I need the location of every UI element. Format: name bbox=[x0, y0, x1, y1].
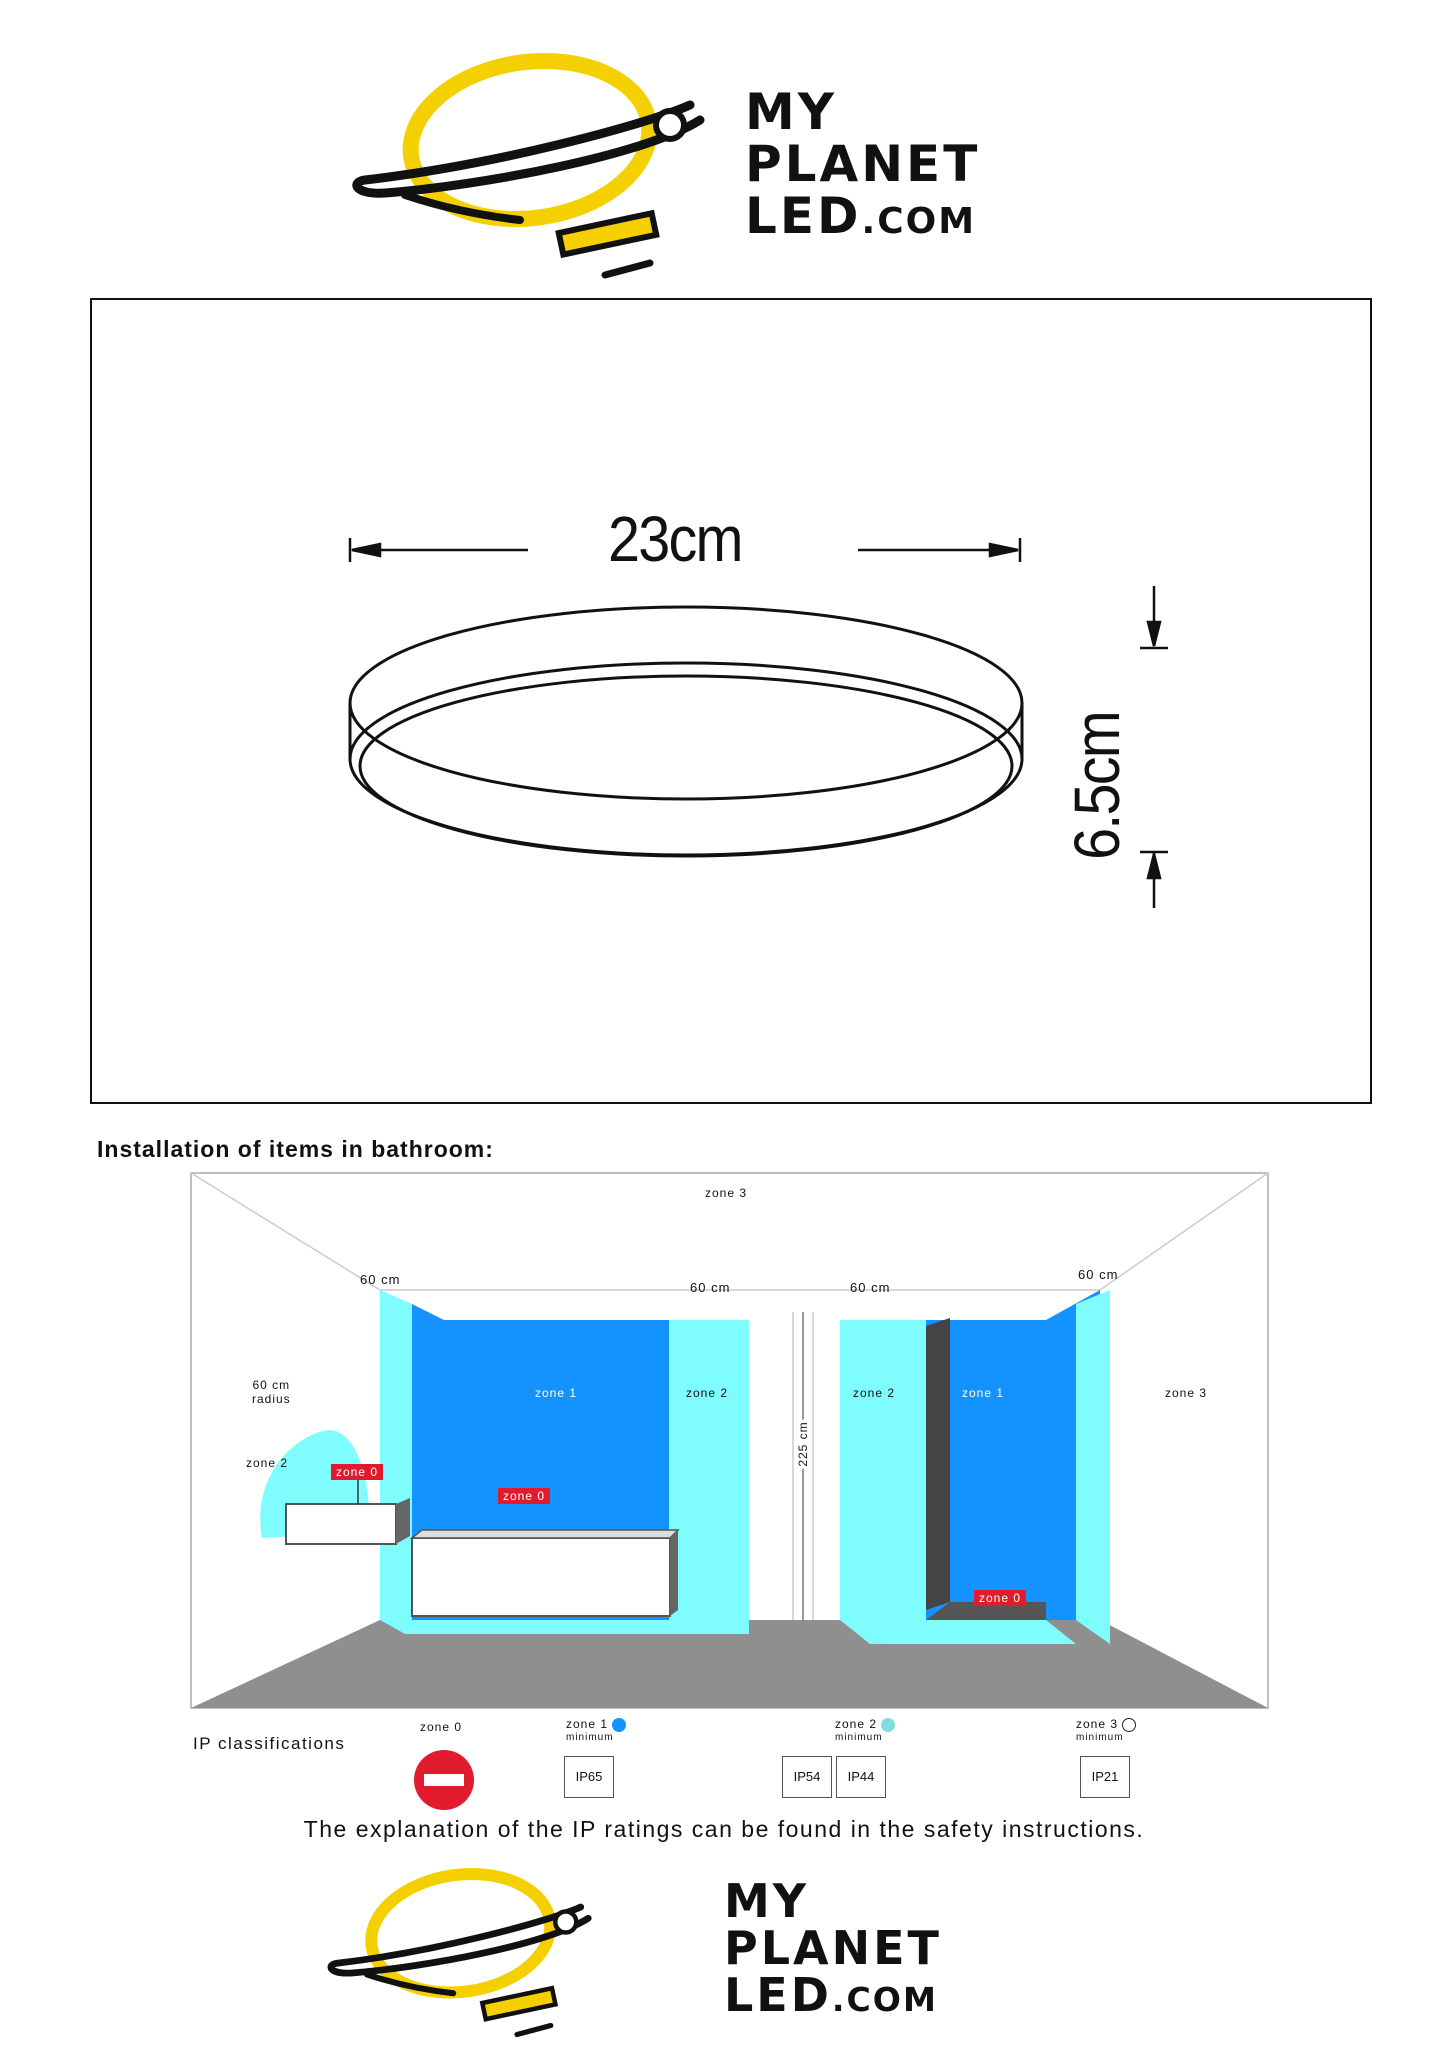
cm60-label-c: 60 cm bbox=[850, 1280, 891, 1295]
radius-label-line1: 60 cm bbox=[252, 1378, 291, 1392]
ip54-box: IP54 bbox=[782, 1756, 832, 1798]
ip44-box: IP44 bbox=[836, 1756, 886, 1798]
cm60-label-a: 60 cm bbox=[360, 1272, 401, 1287]
brand-wordmark bbox=[745, 83, 981, 245]
bathroom-zones-diagram bbox=[190, 1172, 1270, 1812]
ip65-box: IP65 bbox=[564, 1756, 614, 1798]
dimension-drawing bbox=[90, 298, 1372, 1104]
ceiling-lamp-drawing bbox=[350, 607, 1022, 856]
cm60-label-b: 60 cm bbox=[690, 1280, 731, 1295]
zone2-bath-label: zone 2 bbox=[686, 1386, 729, 1400]
zone0-shower-badge: zone 0 bbox=[974, 1590, 1026, 1606]
zone3-top-label: zone 3 bbox=[705, 1186, 748, 1200]
radius-label-line2: radius bbox=[252, 1392, 291, 1406]
brand-line-1: MY bbox=[724, 1874, 810, 1928]
radius-label bbox=[252, 1378, 291, 1406]
brand-line-2: PLANET bbox=[745, 135, 981, 193]
section-title: Installation of items in bathroom: bbox=[97, 1136, 494, 1162]
brand-suffix: .COM bbox=[831, 1980, 938, 2019]
zone3-right-label: zone 3 bbox=[1165, 1386, 1208, 1400]
brand-line-2: PLANET bbox=[724, 1921, 942, 1975]
ip-zone3-minimum: minimum bbox=[1076, 1732, 1124, 1743]
ip-zone0-label: zone 0 bbox=[420, 1720, 463, 1734]
zone0-bath-badge: zone 0 bbox=[498, 1488, 550, 1504]
brand-line-1: MY bbox=[745, 83, 837, 141]
ip-zone1-label bbox=[566, 1718, 626, 1743]
planet-bulb-icon bbox=[322, 1862, 702, 2042]
no-entry-icon bbox=[412, 1748, 476, 1812]
zone3-dot-icon bbox=[1122, 1718, 1136, 1732]
zone1-dot-icon bbox=[612, 1718, 626, 1732]
ip-classifications-title: IP classifications bbox=[193, 1734, 346, 1753]
ip-zone2-minimum: minimum bbox=[835, 1732, 883, 1743]
height-arrow bbox=[1140, 586, 1168, 908]
planet-bulb-icon bbox=[345, 45, 725, 285]
ip-zone1-name: zone 1 bbox=[566, 1717, 609, 1732]
brand-wordmark-bottom bbox=[724, 1874, 942, 2022]
zone1-bath-label: zone 1 bbox=[535, 1386, 578, 1400]
ip21-box: IP21 bbox=[1080, 1756, 1130, 1798]
height-225-label: 225 cm bbox=[796, 1421, 810, 1467]
ip-zone3-label bbox=[1076, 1718, 1136, 1743]
brand-line-3: LED bbox=[724, 1968, 832, 2022]
brand-suffix: .COM bbox=[861, 201, 977, 242]
zone1-shower-label: zone 1 bbox=[962, 1386, 1005, 1400]
ip-zone3-name: zone 3 bbox=[1076, 1717, 1119, 1732]
zone2-shower-label: zone 2 bbox=[853, 1386, 896, 1400]
zone2-dot-icon bbox=[881, 1718, 895, 1732]
zone2-sink-label: zone 2 bbox=[246, 1456, 289, 1470]
brand-logo-bottom bbox=[322, 1862, 1042, 2042]
ip-zone1-minimum: minimum bbox=[566, 1732, 614, 1743]
ip-zone2-label bbox=[835, 1718, 895, 1743]
height-label: 6.5cm bbox=[1061, 712, 1133, 860]
cm60-label-d: 60 cm bbox=[1078, 1267, 1119, 1282]
zone0-sink-badge: zone 0 bbox=[331, 1464, 383, 1480]
brand-line-3: LED bbox=[745, 187, 862, 245]
width-label: 23cm bbox=[608, 503, 742, 575]
ip-zone2-name: zone 2 bbox=[835, 1717, 878, 1732]
brand-logo-top bbox=[345, 45, 1065, 285]
ip-explanation-note: The explanation of the IP ratings can be found in the safety instructions. bbox=[303, 1816, 1145, 1842]
